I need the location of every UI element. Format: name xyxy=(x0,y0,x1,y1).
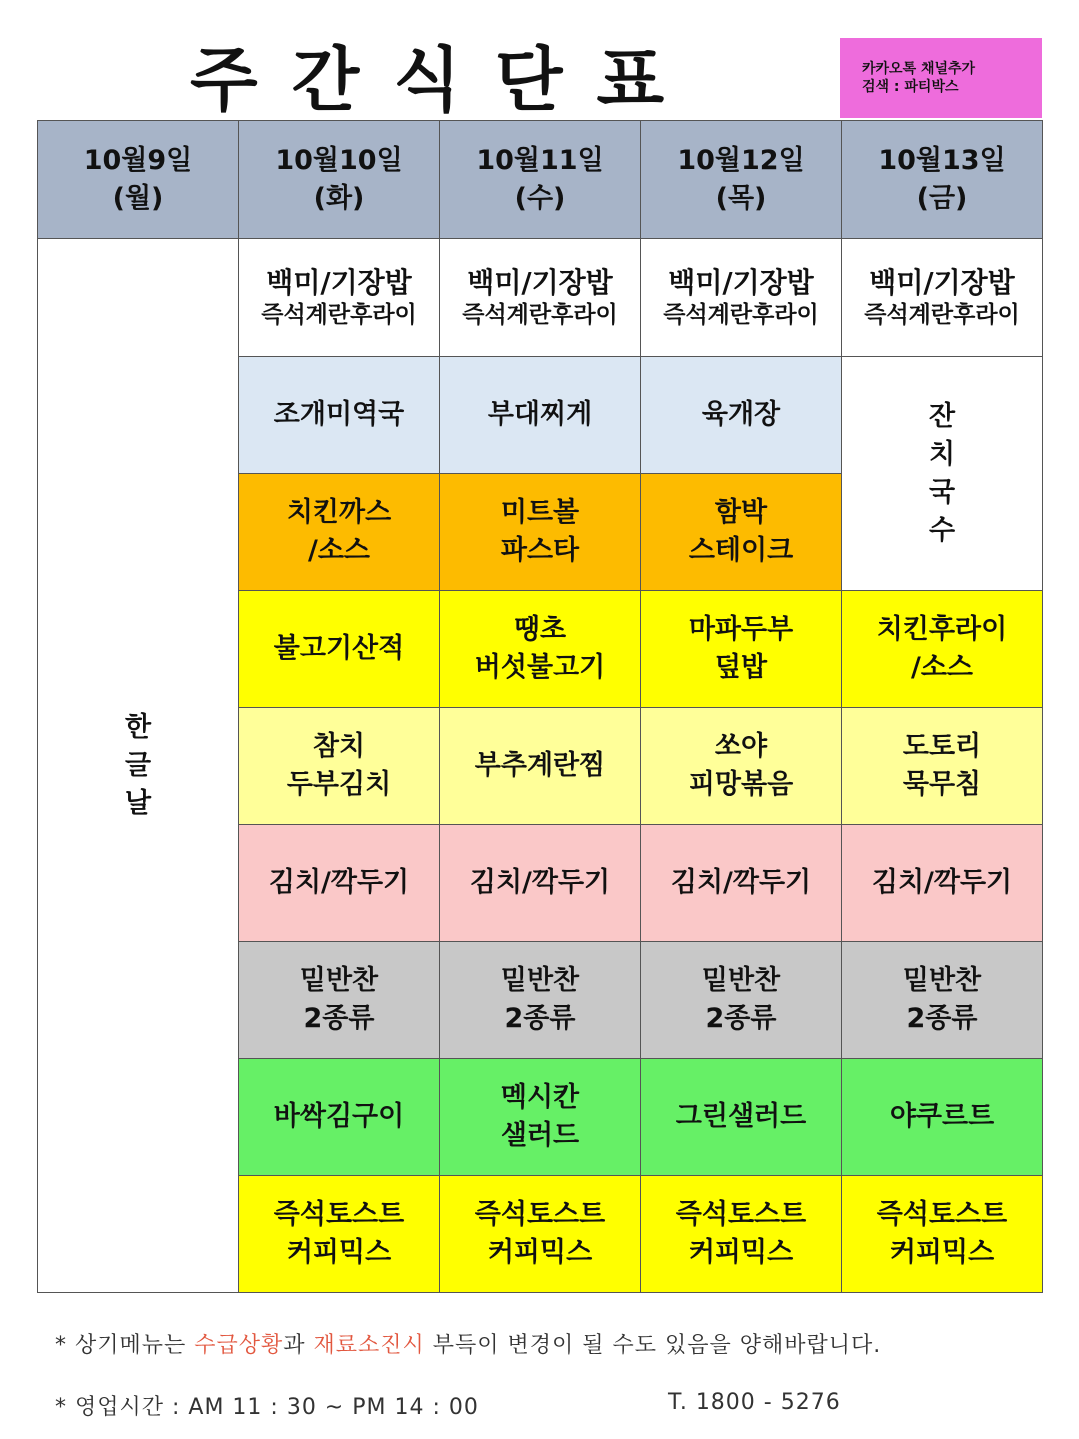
rice-cell: 백미/기장밥 즉석계란후라이 xyxy=(239,239,440,357)
main-dish-cell: 치킨까스 /소스 xyxy=(239,474,440,591)
kimchi-cell: 김치/깍두기 xyxy=(842,825,1043,942)
friday-noodle-cell: 잔 치 국 수 xyxy=(842,357,1043,591)
header-row xyxy=(38,121,1043,239)
extra-cell: 바싹김구이 xyxy=(239,1059,440,1176)
day-header-thu: 10월12일 (목) xyxy=(641,121,842,239)
soup-cell: 조개미역국 xyxy=(239,357,440,474)
soup-cell: 부대찌게 xyxy=(440,357,641,474)
day-header-mon: 10월9일 (월) xyxy=(38,121,239,239)
rice-cell: 백미/기장밥 즉석계란후라이 xyxy=(641,239,842,357)
toast-cell: 즉석토스트 커피믹스 xyxy=(641,1176,842,1293)
business-hours: * 영업시간 : AM 11 : 30 ~ PM 14 : 00 xyxy=(55,1395,479,1420)
main-dish-cell: 미트볼 파스타 xyxy=(440,474,641,591)
phone-number: T. 1800 - 5276 xyxy=(668,1390,841,1415)
day-header-wed: 10월11일 (수) xyxy=(440,121,641,239)
extra-cell: 멕시칸 샐러드 xyxy=(440,1059,641,1176)
toast-cell: 즉석토스트 커피믹스 xyxy=(440,1176,641,1293)
side-dish-cell: 불고기산적 xyxy=(239,591,440,708)
banchan-cell: 밑반찬 2종류 xyxy=(842,942,1043,1059)
weekly-menu-table xyxy=(37,120,1043,1293)
kakao-line2: 검색 : 파티박스 xyxy=(862,79,959,95)
kakao-channel-badge xyxy=(840,38,1042,118)
rice-cell: 백미/기장밥 즉석계란후라이 xyxy=(842,239,1043,357)
side-dish-cell: 마파두부 덮밥 xyxy=(641,591,842,708)
kimchi-cell: 김치/깍두기 xyxy=(641,825,842,942)
toast-cell: 즉석토스트 커피믹스 xyxy=(842,1176,1043,1293)
side-dish-cell: 부추계란찜 xyxy=(440,708,641,825)
menu-change-notice: * 상기메뉴는 수급상황과 재료소진시 부득이 변경이 될 수도 있음을 양해바랍니다. xyxy=(55,1333,882,1358)
side-dish-cell: 도토리 묵무침 xyxy=(842,708,1043,825)
extra-cell: 그린샐러드 xyxy=(641,1059,842,1176)
page-title: 주간식단표 xyxy=(190,39,699,121)
table-row xyxy=(38,239,1043,357)
day-header-tue: 10월10일 (화) xyxy=(239,121,440,239)
holiday-label: 한 글 날 xyxy=(38,239,239,1293)
rice-cell: 백미/기장밥 즉석계란후라이 xyxy=(440,239,641,357)
side-dish-cell: 치킨후라이 /소스 xyxy=(842,591,1043,708)
toast-cell: 즉석토스트 커피믹스 xyxy=(239,1176,440,1293)
banchan-cell: 밑반찬 2종류 xyxy=(239,942,440,1059)
banchan-cell: 밑반찬 2종류 xyxy=(641,942,842,1059)
side-dish-cell: 쏘야 피망볶음 xyxy=(641,708,842,825)
side-dish-cell: 땡초 버섯불고기 xyxy=(440,591,641,708)
soup-cell: 육개장 xyxy=(641,357,842,474)
main-dish-cell: 함박 스테이크 xyxy=(641,474,842,591)
extra-cell: 야쿠르트 xyxy=(842,1059,1043,1176)
kimchi-cell: 김치/깍두기 xyxy=(440,825,641,942)
banchan-cell: 밑반찬 2종류 xyxy=(440,942,641,1059)
kimchi-cell: 김치/깍두기 xyxy=(239,825,440,942)
day-header-fri: 10월13일 (금) xyxy=(842,121,1043,239)
kakao-line1: 카카오톡 채널추가 xyxy=(862,61,976,77)
side-dish-cell: 참치 두부김치 xyxy=(239,708,440,825)
